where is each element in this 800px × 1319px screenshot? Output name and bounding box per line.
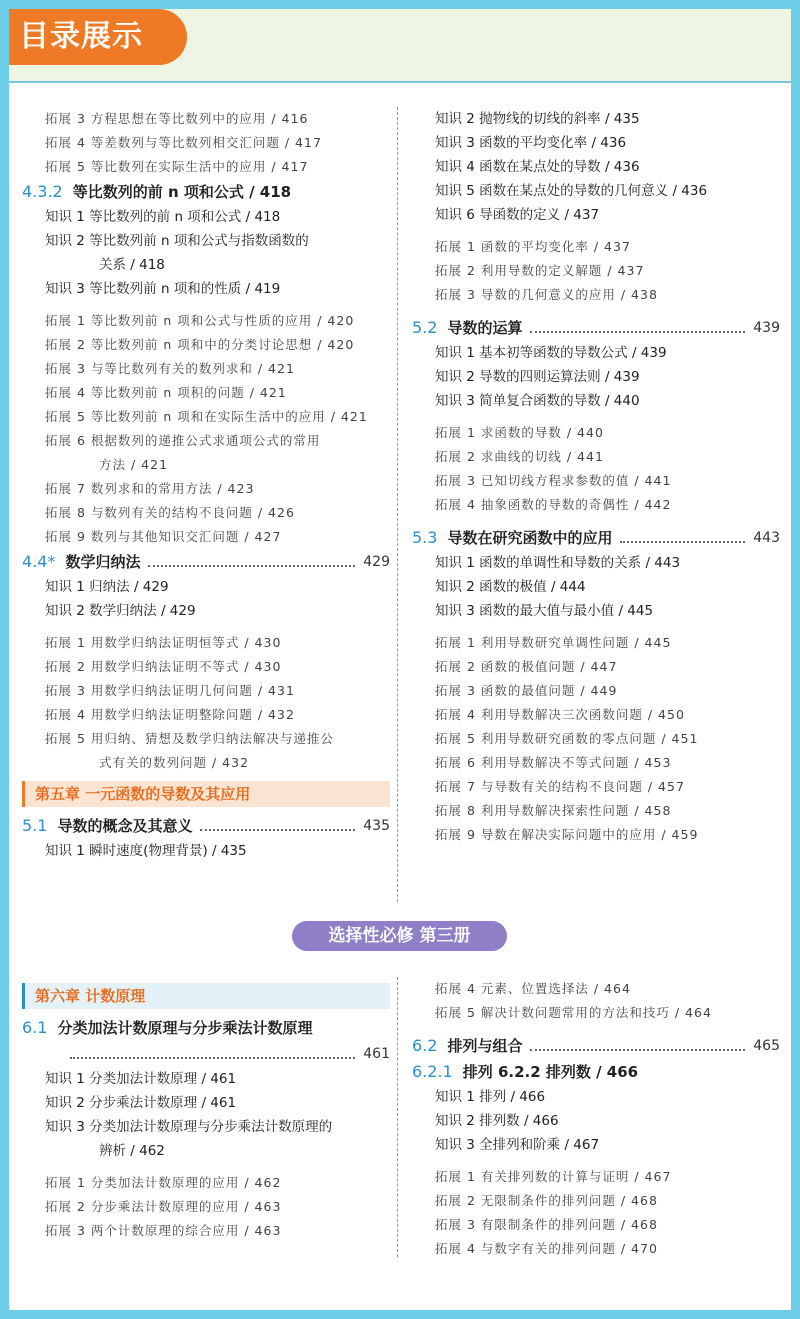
toc-extension-item[interactable]: 拓展 3 方程思想在等比数列中的应用 / 416 (45, 111, 309, 126)
toc-extension-item[interactable]: 拓展 5 用归纳、猜想及数学归纳法解决与递推公 (45, 731, 334, 746)
toc-knowledge-item[interactable]: 知识 2 导数的四则运算法则 / 439 (435, 369, 640, 385)
toc-knowledge-item[interactable]: 知识 1 等比数列的前 n 项和公式 / 418 (45, 209, 281, 225)
toc-knowledge-item[interactable]: 知识 1 瞬时速度(物理背景) / 435 (45, 843, 247, 859)
toc-extension-item[interactable]: 拓展 2 利用导数的定义解题 / 437 (435, 263, 645, 278)
leader-dots (530, 331, 745, 333)
section-title: 等比数列的前 n 项和公式 / 418 (72, 183, 292, 201)
section-title: 分类加法计数原理与分步乘法计数原理 (57, 1019, 313, 1037)
spacer (412, 623, 780, 631)
toc-column-right-2 (412, 977, 780, 1261)
toc-extension-item[interactable]: 拓展 4 等差数列与等比数列相交汇问题 / 417 (45, 135, 322, 150)
spacer (22, 301, 390, 309)
toc-extension-item[interactable]: 拓展 2 求曲线的切线 / 441 (435, 449, 604, 464)
page-number: 429 (363, 554, 390, 570)
toc-extension-item[interactable]: 拓展 1 利用导数研究单调性问题 / 445 (435, 635, 672, 650)
toc-extension-item[interactable]: 拓展 7 数列求和的常用方法 / 423 (45, 481, 255, 496)
toc-column-right (412, 107, 780, 847)
section-heading[interactable] (22, 1015, 390, 1041)
chapter-heading[interactable]: 第六章 计数原理 (22, 983, 390, 1009)
toc-extension-item[interactable]: 拓展 5 解决计数问题常用的方法和技巧 / 464 (435, 1005, 712, 1020)
toc-knowledge-item[interactable]: 知识 3 等比数列前 n 项和的性质 / 419 (45, 281, 281, 297)
section-title: 排列 6.2.2 排列数 / 466 (462, 1063, 639, 1081)
toc-extension-item[interactable]: 拓展 5 等比数列前 n 项和在实际生活中的应用 / 421 (45, 409, 368, 424)
chapter-heading[interactable]: 第五章 一元函数的导数及其应用 (22, 781, 390, 807)
toc-extension-item[interactable]: 拓展 6 利用导数解决不等式问题 / 453 (435, 755, 672, 770)
volume-band: 选择性必修 第三册 (292, 921, 507, 951)
toc-knowledge-item[interactable]: 知识 2 数学归纳法 / 429 (45, 603, 196, 619)
spacer (412, 1157, 780, 1165)
section-heading[interactable] (22, 179, 390, 205)
leader-dots (620, 541, 745, 543)
toc-extension-item[interactable]: 拓展 9 数列与其他知识交汇问题 / 427 (45, 529, 282, 544)
toc-knowledge-item[interactable]: 辨析 / 462 (99, 1143, 165, 1159)
section-heading[interactable] (412, 1059, 780, 1085)
spacer (412, 413, 780, 421)
toc-column-left (22, 107, 390, 863)
toc-extension-item[interactable]: 拓展 3 函数的最值问题 / 449 (435, 683, 618, 698)
section-number: 5.3 (412, 528, 438, 547)
column-divider (397, 107, 398, 902)
leader-dots (148, 565, 355, 567)
toc-extension-item[interactable]: 拓展 3 有限制条件的排列问题 / 468 (435, 1217, 658, 1232)
toc-extension-item[interactable]: 拓展 8 与数列有关的结构不良问题 / 426 (45, 505, 295, 520)
toc-extension-item[interactable]: 拓展 4 元素、位置选择法 / 464 (435, 981, 631, 996)
spacer (412, 307, 780, 315)
toc-knowledge-item[interactable]: 知识 3 简单复合函数的导数 / 440 (435, 393, 640, 409)
toc-knowledge-item[interactable]: 知识 3 函数的平均变化率 / 436 (435, 135, 627, 151)
toc-column-left-2 (22, 977, 390, 1243)
section-heading[interactable] (412, 315, 780, 341)
leader-dots (530, 1049, 745, 1051)
toc-extension-item[interactable]: 拓展 3 与等比数列有关的数列求和 / 421 (45, 361, 295, 376)
toc-extension-item[interactable]: 拓展 1 函数的平均变化率 / 437 (435, 239, 631, 254)
leader-dots (200, 829, 355, 831)
spacer (22, 623, 390, 631)
page-number: 435 (363, 818, 390, 834)
section-title: 导数在研究函数中的应用 (447, 529, 613, 547)
page-title: 目录展示 (9, 9, 187, 65)
toc-knowledge-item[interactable]: 知识 4 函数在某点处的导数 / 436 (435, 159, 640, 175)
toc-extension-item[interactable]: 拓展 1 有关排列数的计算与证明 / 467 (435, 1169, 672, 1184)
toc-extension-item[interactable]: 拓展 4 利用导数解决三次函数问题 / 450 (435, 707, 685, 722)
toc-knowledge-item[interactable]: 知识 5 函数在某点处的导数的几何意义 / 436 (435, 183, 708, 199)
section-title: 导数的运算 (447, 319, 523, 337)
page-number: 461 (363, 1046, 390, 1062)
column-divider-2 (397, 977, 398, 1257)
section-number: 4.4* (22, 552, 56, 571)
toc-extension-item[interactable]: 拓展 7 与导数有关的结构不良问题 / 457 (435, 779, 685, 794)
toc-extension-item[interactable]: 方法 / 421 (99, 457, 169, 472)
toc-extension-item[interactable]: 拓展 1 等比数列前 n 项和公式与性质的应用 / 420 (45, 313, 355, 328)
toc-knowledge-item[interactable]: 知识 2 排列数 / 466 (435, 1113, 559, 1129)
section-number: 6.2 (412, 1036, 438, 1055)
spacer (412, 1025, 780, 1033)
toc-extension-item[interactable]: 拓展 1 分类加法计数原理的应用 / 462 (45, 1175, 282, 1190)
section-number: 6.2.1 (412, 1062, 453, 1081)
section-heading[interactable] (412, 525, 780, 551)
toc-extension-item[interactable]: 拓展 3 两个计数原理的综合应用 / 463 (45, 1223, 282, 1238)
section-number: 5.1 (22, 816, 48, 835)
toc-extension-item[interactable]: 拓展 3 导数的几何意义的应用 / 438 (435, 287, 658, 302)
toc-extension-item[interactable]: 拓展 6 根据数列的递推公式求通项公式的常用 (45, 433, 321, 448)
toc-knowledge-item[interactable]: 知识 3 全排列和阶乘 / 467 (435, 1137, 600, 1153)
toc-knowledge-item[interactable]: 知识 1 归纳法 / 429 (45, 579, 169, 595)
toc-extension-item[interactable]: 拓展 2 分步乘法计数原理的应用 / 463 (45, 1199, 282, 1214)
toc-extension-item[interactable]: 拓展 4 与数字有关的排列问题 / 470 (435, 1241, 658, 1256)
section-number: 4.3.2 (22, 182, 63, 201)
spacer (412, 517, 780, 525)
toc-extension-item[interactable]: 拓展 5 等比数列在实际生活中的应用 / 417 (45, 159, 309, 174)
section-page-line (22, 1041, 390, 1067)
spacer (22, 1163, 390, 1171)
page-number: 443 (753, 530, 780, 546)
toc-extension-item[interactable]: 拓展 5 利用导数研究函数的零点问题 / 451 (435, 731, 699, 746)
toc-knowledge-item[interactable]: 知识 6 导函数的定义 / 437 (435, 207, 600, 223)
toc-knowledge-item[interactable]: 知识 2 函数的极值 / 444 (435, 579, 586, 595)
section-number: 5.2 (412, 318, 438, 337)
toc-extension-item[interactable]: 拓展 2 函数的极值问题 / 447 (435, 659, 618, 674)
section-title: 排列与组合 (447, 1037, 523, 1055)
toc-extension-item[interactable]: 拓展 2 无限制条件的排列问题 / 468 (435, 1193, 658, 1208)
section-title: 导数的概念及其意义 (57, 817, 193, 835)
toc-knowledge-item[interactable]: 知识 3 分类加法计数原理与分步乘法计数原理的 (45, 1119, 333, 1135)
toc-extension-item[interactable]: 拓展 8 利用导数解决探索性问题 / 458 (435, 803, 672, 818)
toc-knowledge-item[interactable]: 知识 2 抛物线的切线的斜率 / 435 (435, 111, 640, 127)
section-heading[interactable] (22, 549, 390, 575)
section-number: 6.1 (22, 1018, 48, 1037)
toc-extension-item[interactable]: 拓展 1 求函数的导数 / 440 (435, 425, 604, 440)
toc-extension-item[interactable]: 拓展 2 用数学归纳法证明不等式 / 430 (45, 659, 282, 674)
spacer (412, 227, 780, 235)
section-heading[interactable] (412, 1033, 780, 1059)
toc-knowledge-item[interactable]: 知识 3 函数的最大值与最小值 / 445 (435, 603, 654, 619)
toc-extension-item[interactable]: 拓展 4 用数学归纳法证明整除问题 / 432 (45, 707, 295, 722)
section-title: 数学归纳法 (65, 553, 141, 571)
toc-extension-item[interactable]: 式有关的数列问题 / 432 (99, 755, 250, 770)
toc-knowledge-item[interactable]: 知识 2 等比数列前 n 项和公式与指数函数的 (45, 233, 309, 249)
toc-knowledge-item[interactable]: 知识 1 函数的单调性和导数的关系 / 443 (435, 555, 681, 571)
toc-extension-item[interactable]: 拓展 4 等比数列前 n 项积的问题 / 421 (45, 385, 287, 400)
section-heading[interactable] (22, 813, 390, 839)
toc-knowledge-item[interactable]: 关系 / 418 (99, 257, 165, 273)
toc-extension-item[interactable]: 拓展 4 抽象函数的导数的奇偶性 / 442 (435, 497, 672, 512)
toc-extension-item[interactable]: 拓展 1 用数学归纳法证明恒等式 / 430 (45, 635, 282, 650)
toc-knowledge-item[interactable]: 知识 2 分步乘法计数原理 / 461 (45, 1095, 237, 1111)
toc-knowledge-item[interactable]: 知识 1 基本初等函数的导数公式 / 439 (435, 345, 667, 361)
page-number: 439 (753, 320, 780, 336)
toc-extension-item[interactable]: 拓展 3 已知切线方程求参数的值 / 441 (435, 473, 672, 488)
toc-extension-item[interactable]: 拓展 3 用数学归纳法证明几何问题 / 431 (45, 683, 295, 698)
toc-extension-item[interactable]: 拓展 9 导数在解决实际问题中的应用 / 459 (435, 827, 699, 842)
page-number: 465 (753, 1038, 780, 1054)
toc-extension-item[interactable]: 拓展 2 等比数列前 n 项和中的分类讨论思想 / 420 (45, 337, 355, 352)
leader-dots (70, 1057, 355, 1059)
toc-knowledge-item[interactable]: 知识 1 排列 / 466 (435, 1089, 546, 1105)
toc-knowledge-item[interactable]: 知识 1 分类加法计数原理 / 461 (45, 1071, 237, 1087)
toc-page (9, 9, 791, 1310)
